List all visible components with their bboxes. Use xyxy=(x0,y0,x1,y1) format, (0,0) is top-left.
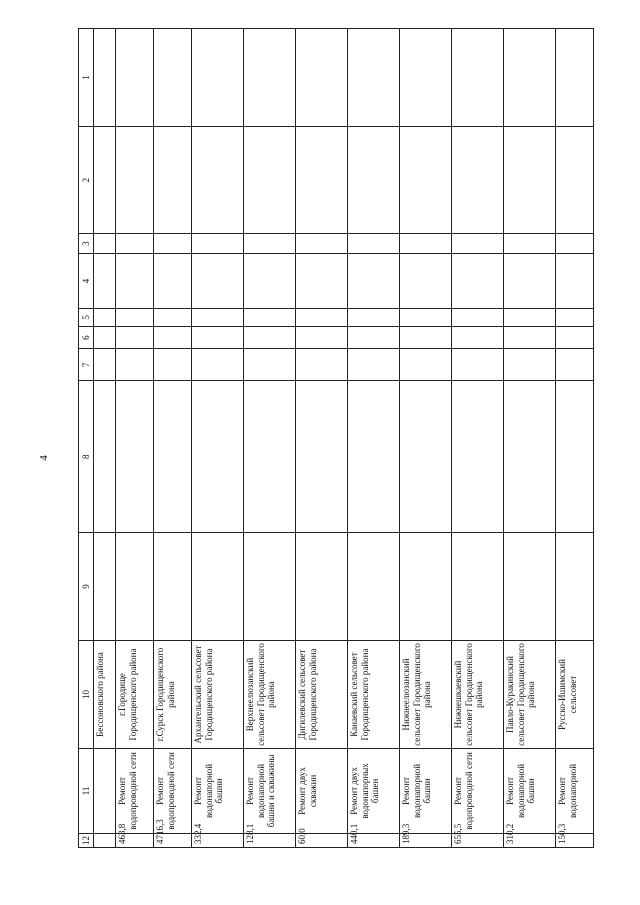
empty-cell xyxy=(154,29,192,127)
empty-cell xyxy=(504,234,556,254)
municipality-cell: Верхнеелюзанский сельсовет Городищенского района xyxy=(244,641,296,749)
empty-cell xyxy=(452,234,504,254)
column-header: 3 xyxy=(79,234,94,254)
amount-cell: 189,3 xyxy=(400,833,452,847)
table-row xyxy=(116,29,154,848)
empty-cell xyxy=(154,127,192,234)
empty-cell xyxy=(556,349,594,381)
empty-cell xyxy=(296,532,348,640)
empty-cell xyxy=(94,326,116,348)
table-row xyxy=(452,29,504,848)
municipality-cell: Нижнешкаевский сельсовет Городищенского района xyxy=(452,641,504,749)
empty-cell xyxy=(116,127,154,234)
work-description-cell: Ремонт водопроводной сети xyxy=(154,749,192,834)
empty-cell xyxy=(296,349,348,381)
empty-cell xyxy=(452,29,504,127)
empty-cell xyxy=(192,349,244,381)
empty-cell xyxy=(400,127,452,234)
empty-cell xyxy=(400,308,452,326)
empty-cell xyxy=(116,349,154,381)
empty-cell xyxy=(296,127,348,234)
empty-cell xyxy=(296,308,348,326)
empty-cell xyxy=(452,127,504,234)
column-header: 4 xyxy=(79,254,94,309)
empty-cell xyxy=(94,254,116,309)
empty-cell xyxy=(348,234,400,254)
column-header: 7 xyxy=(79,349,94,381)
empty-cell xyxy=(116,381,154,532)
empty-cell xyxy=(116,532,154,640)
work-description-cell: Ремонт двух скважин xyxy=(296,749,348,834)
empty-cell xyxy=(94,532,116,640)
table-row xyxy=(94,29,116,848)
column-header: 6 xyxy=(79,326,94,348)
empty-cell xyxy=(94,308,116,326)
empty-cell xyxy=(244,254,296,309)
work-description-cell: Ремонт водонапорной xyxy=(556,749,594,834)
empty-cell xyxy=(244,381,296,532)
work-description-cell: Ремонт водопроводной сети xyxy=(116,749,154,834)
table-row xyxy=(244,29,296,848)
amount-cell: 655,5 xyxy=(452,833,504,847)
table-row xyxy=(192,29,244,848)
column-header: 5 xyxy=(79,308,94,326)
column-header: 10 xyxy=(79,641,94,749)
empty-cell xyxy=(452,308,504,326)
empty-cell xyxy=(556,381,594,532)
empty-cell xyxy=(452,349,504,381)
empty-cell xyxy=(244,234,296,254)
empty-cell xyxy=(192,234,244,254)
table-row xyxy=(400,29,452,848)
empty-cell xyxy=(94,234,116,254)
table-body xyxy=(79,29,594,848)
empty-cell xyxy=(504,29,556,127)
empty-cell xyxy=(556,127,594,234)
empty-cell xyxy=(400,532,452,640)
empty-cell xyxy=(556,29,594,127)
empty-cell xyxy=(154,326,192,348)
empty-cell xyxy=(348,29,400,127)
empty-cell xyxy=(154,381,192,532)
work-description-cell: Ремонт водонапорной башни xyxy=(192,749,244,834)
data-table xyxy=(78,28,594,848)
empty-cell xyxy=(244,532,296,640)
empty-cell xyxy=(244,326,296,348)
column-header: 9 xyxy=(79,532,94,640)
empty-cell xyxy=(244,29,296,127)
empty-cell xyxy=(244,127,296,234)
empty-cell xyxy=(192,381,244,532)
empty-cell xyxy=(348,254,400,309)
table-row xyxy=(504,29,556,848)
amount-cell: 4716,3 xyxy=(154,833,192,847)
amount-cell: 60,0 xyxy=(296,833,348,847)
column-header: 11 xyxy=(79,749,94,834)
amount-cell: 332,4 xyxy=(192,833,244,847)
municipality-cell: Нижнеелюзанский сельсовет Городищенского района xyxy=(400,641,452,749)
municipality-cell: Канаевский сельсовет Городищенского района xyxy=(348,641,400,749)
empty-cell xyxy=(154,532,192,640)
empty-cell xyxy=(192,308,244,326)
amount-cell: 440,1 xyxy=(348,833,400,847)
empty-cell xyxy=(244,308,296,326)
empty-cell xyxy=(504,532,556,640)
empty-cell xyxy=(296,381,348,532)
empty-cell xyxy=(348,349,400,381)
municipality-cell: Бессоновского района xyxy=(94,641,116,749)
empty-cell xyxy=(348,381,400,532)
empty-cell xyxy=(296,326,348,348)
empty-cell xyxy=(348,127,400,234)
empty-cell xyxy=(296,29,348,127)
empty-cell xyxy=(556,308,594,326)
table-row xyxy=(556,29,594,848)
amount-cell: 150,3 xyxy=(556,833,594,847)
empty-cell xyxy=(116,308,154,326)
empty-cell xyxy=(116,254,154,309)
rotated-table-sheet xyxy=(78,28,588,848)
empty-cell xyxy=(504,326,556,348)
empty-cell xyxy=(348,326,400,348)
empty-cell xyxy=(192,254,244,309)
empty-cell xyxy=(400,381,452,532)
empty-cell xyxy=(400,234,452,254)
empty-cell xyxy=(504,308,556,326)
amount-cell: 463,8 xyxy=(116,833,154,847)
empty-cell xyxy=(94,349,116,381)
empty-cell xyxy=(348,308,400,326)
empty-cell xyxy=(400,349,452,381)
empty-cell xyxy=(452,381,504,532)
page-number: 4 xyxy=(38,455,50,461)
empty-cell xyxy=(116,29,154,127)
municipality-cell: Дигилевский сельсовет Городищенского района xyxy=(296,641,348,749)
empty-cell xyxy=(94,29,116,127)
work-description-cell: Ремонт водонапорной башни xyxy=(400,749,452,834)
header-row xyxy=(79,29,94,848)
column-header: 8 xyxy=(79,381,94,532)
amount-cell: 128,1 xyxy=(244,833,296,847)
municipality-cell: Павло-Куракинский сельсовет Городищенского района xyxy=(504,641,556,749)
work-description-cell: Ремонт водопроводной сети xyxy=(452,749,504,834)
empty-cell xyxy=(504,381,556,532)
empty-cell xyxy=(400,254,452,309)
amount-cell xyxy=(94,833,116,847)
empty-cell xyxy=(192,326,244,348)
empty-cell xyxy=(154,308,192,326)
empty-cell xyxy=(244,349,296,381)
municipality-cell: г.Городище Городищенского района xyxy=(116,641,154,749)
empty-cell xyxy=(94,127,116,234)
table-row xyxy=(154,29,192,848)
amount-cell: 310,2 xyxy=(504,833,556,847)
empty-cell xyxy=(504,349,556,381)
empty-cell xyxy=(192,127,244,234)
empty-cell xyxy=(452,254,504,309)
empty-cell xyxy=(296,234,348,254)
empty-cell xyxy=(154,349,192,381)
work-description-cell: Ремонт двух водонапорных башен xyxy=(348,749,400,834)
column-header: 1 xyxy=(79,29,94,127)
municipality-cell: Архангельский сельсовет Городищенского района xyxy=(192,641,244,749)
column-header: 12 xyxy=(79,833,94,847)
empty-cell xyxy=(556,254,594,309)
work-description-cell xyxy=(94,749,116,834)
empty-cell xyxy=(400,326,452,348)
table-row xyxy=(296,29,348,848)
table-row xyxy=(348,29,400,848)
empty-cell xyxy=(154,254,192,309)
empty-cell xyxy=(94,381,116,532)
empty-cell xyxy=(452,532,504,640)
empty-cell xyxy=(348,532,400,640)
empty-cell xyxy=(296,254,348,309)
empty-cell xyxy=(192,532,244,640)
work-description-cell: Ремонт водонапорной башни xyxy=(504,749,556,834)
empty-cell xyxy=(556,532,594,640)
empty-cell xyxy=(116,326,154,348)
empty-cell xyxy=(400,29,452,127)
municipality-cell: г.Сурск Городищенского района xyxy=(154,641,192,749)
empty-cell xyxy=(556,326,594,348)
empty-cell xyxy=(154,234,192,254)
municipality-cell: Русско-Ишимский сельсовет xyxy=(556,641,594,749)
empty-cell xyxy=(504,254,556,309)
empty-cell xyxy=(192,29,244,127)
empty-cell xyxy=(504,127,556,234)
empty-cell xyxy=(452,326,504,348)
work-description-cell: Ремонт водонапорной башни и скважины xyxy=(244,749,296,834)
column-header: 2 xyxy=(79,127,94,234)
empty-cell xyxy=(556,234,594,254)
empty-cell xyxy=(116,234,154,254)
